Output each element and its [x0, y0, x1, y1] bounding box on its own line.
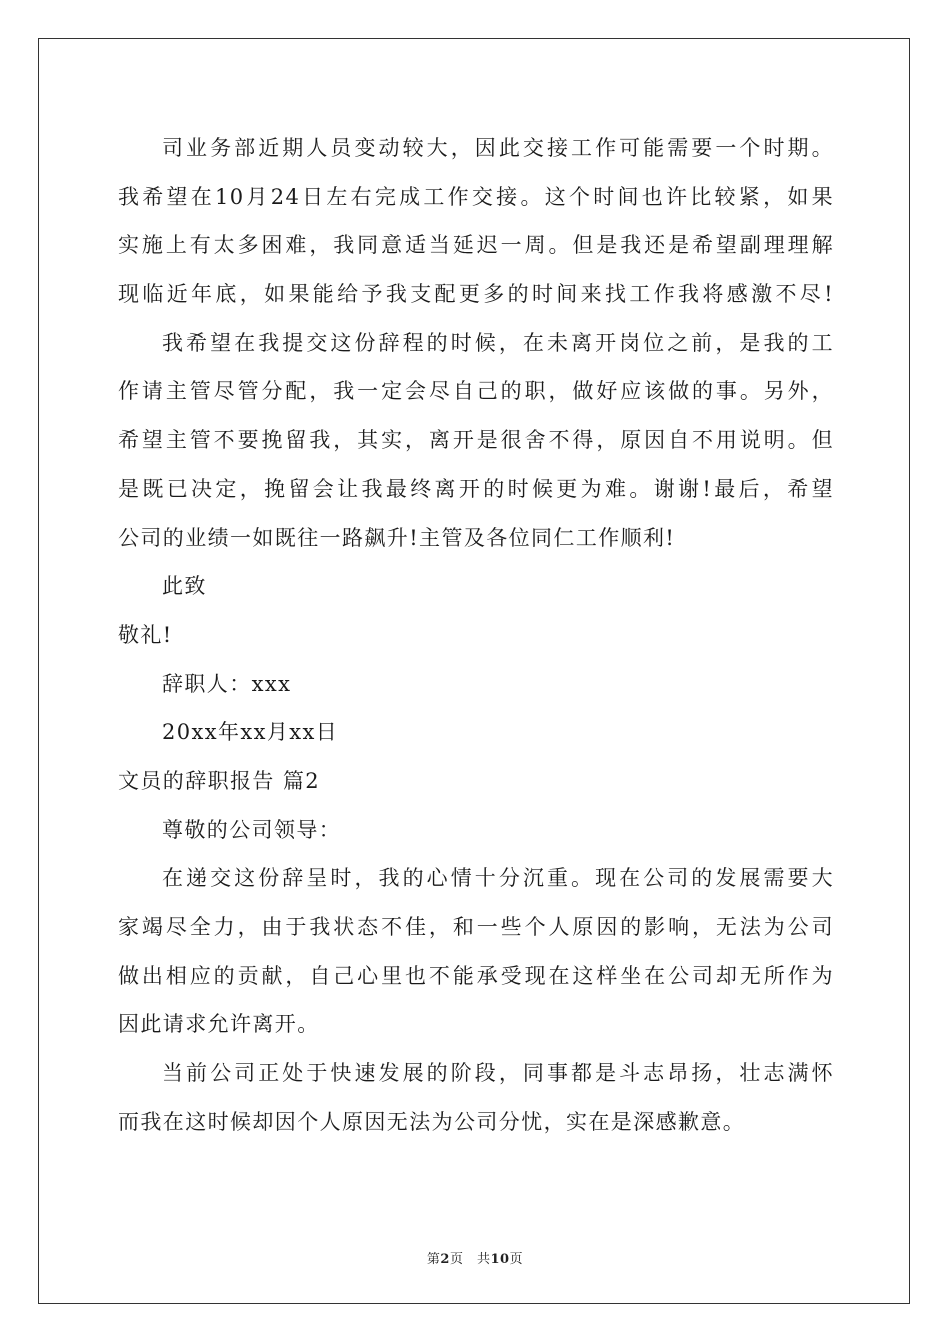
document-body: [118, 128, 834, 1150]
footer-prefix: 第: [426, 1252, 441, 1267]
text-line: 20xx年xx月xx日: [162, 720, 339, 745]
page-footer: [0, 1248, 950, 1267]
footer-middle: 页 共: [449, 1252, 491, 1267]
footer-page-total: 10: [490, 1252, 510, 1267]
text-line: 司业务部近期人员变动较大，因此交接工作可能需要一个时期。: [162, 136, 834, 160]
text-line: 家竭尽全力，由于我状态不佳，和一些个人原因的影响，无法为公司: [118, 915, 834, 939]
text-line: 敬礼!: [118, 622, 173, 647]
footer-suffix: 页: [509, 1252, 524, 1267]
text-line: 而我在这时候却因个人原因无法为公司分忧，实在是深感歉意。: [118, 1109, 746, 1134]
text-line: 当前公司正处于快速发展的阶段，同事都是斗志昂扬，壮志满怀: [162, 1061, 834, 1086]
text-line: 现临近年底，如果能给予我支配更多的时间来找工作我将感激不尽!: [118, 282, 834, 307]
text-line: 做出相应的贡献，自己心里也不能承受现在这样坐在公司却无所作为: [118, 963, 834, 988]
text-line: 尊敬的公司领导：: [162, 817, 342, 842]
text-line: 我希望在10月24日左右完成工作交接。这个时间也许比较紧，如果: [118, 184, 834, 209]
text-line: 我希望在我提交这份辞程的时候，在未离开岗位之前，是我的工: [162, 330, 834, 355]
text-line: 实施上有太多困难，我同意适当延迟一周。但是我还是希望副理理解: [118, 233, 834, 258]
text-line: 在递交这份辞呈时，我的心情十分沉重。现在公司的发展需要大: [162, 866, 834, 891]
text-line: 辞职人：xxx: [162, 671, 292, 696]
text-line: 文员的辞职报告 篇2: [118, 768, 321, 793]
text-line: 是既已决定，挽留会让我最终离开的时候更为难。谢谢!最后，希望: [118, 476, 834, 501]
text-line: 因此请求允许离开。: [118, 1012, 320, 1037]
text-line: 作请主管尽管分配，我一定会尽自己的职，做好应该做的事。另外，: [118, 379, 834, 404]
text-line: 希望主管不要挽留我，其实，离开是很舍不得，原因自不用说明。但: [118, 428, 834, 453]
text-line: 此致: [162, 574, 207, 599]
text-line: 公司的业绩一如既往一路飙升!主管及各位同仁工作顺利!: [118, 525, 676, 550]
footer-page-number: 2: [440, 1252, 450, 1267]
